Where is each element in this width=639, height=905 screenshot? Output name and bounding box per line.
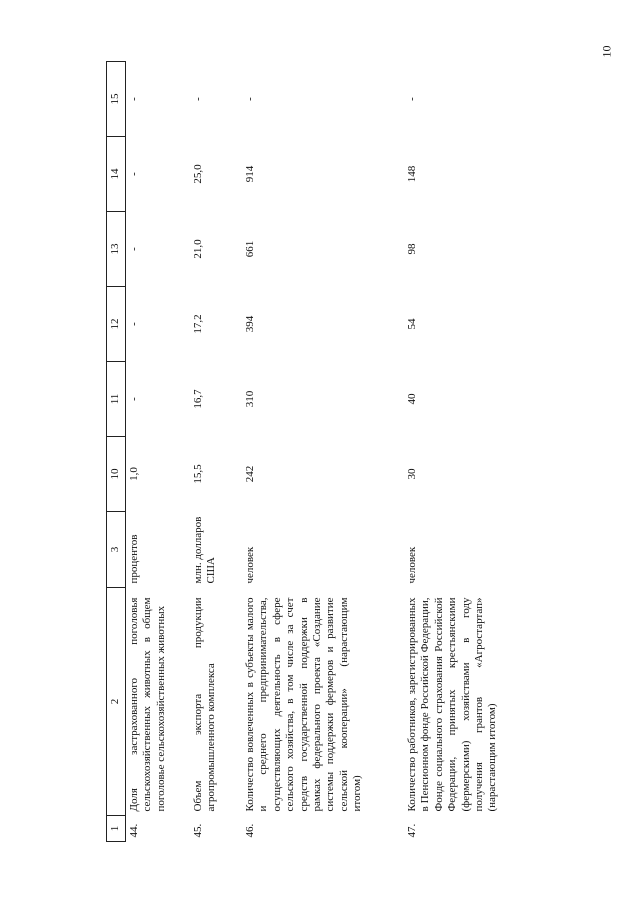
header-col-2: 2 — [107, 588, 126, 816]
header-col-3: 3 — [107, 512, 126, 588]
row-number: 45. — [192, 823, 204, 838]
value-col-12: 17,2 — [192, 314, 204, 334]
header-col-1: 1 — [107, 816, 126, 842]
indicator-name: Объем экспорта продукции агропромышленного комплекса — [192, 597, 218, 812]
value-col-10: 15,5 — [192, 464, 204, 484]
value-col-13: - — [128, 247, 140, 251]
value-col-10: 30 — [406, 468, 418, 480]
value-col-10: 242 — [244, 465, 256, 483]
header-col-10: 10 — [107, 437, 126, 512]
table-row — [190, 62, 242, 842]
table-row — [242, 62, 404, 842]
value-col-10: 1,0 — [128, 467, 140, 481]
value-col-11: 310 — [244, 390, 256, 408]
value-col-14: 914 — [244, 165, 256, 183]
unit: человек — [244, 546, 256, 584]
value-col-11: 16,7 — [192, 389, 204, 409]
page-number: 10 — [599, 45, 614, 58]
value-col-14: 148 — [406, 165, 418, 183]
value-col-14: 25,0 — [192, 164, 204, 184]
value-col-15: - — [244, 97, 256, 101]
value-col-12: 54 — [406, 318, 418, 330]
header-col-15: 15 — [107, 62, 126, 137]
value-col-14: - — [128, 172, 140, 176]
value-col-15: - — [406, 97, 418, 101]
indicator-name: Количество вовлеченных в субъекты малого и среднего предпринимательства, осуществляющих деятельность в сфере сельского хозяйства, в том числе за счет средств государственной поддержки в рамках федерального проекта «Создание системы поддержки фермеров и развитие сельской кооперации» (нарастающим итогом) — [244, 597, 364, 812]
row-number: 44. — [128, 823, 140, 838]
header-col-14: 14 — [107, 137, 126, 212]
table-row — [126, 62, 191, 842]
indicator-name: Количество работников, зарегистрированных в Пенсионном фонде Российской Федерации, Фонде социального страхования Российской Федерации, принятых крестьянскими (фермерскими) хозяйствами в году получения грантов «Агростартап» (нарастающим итогом) — [406, 597, 499, 812]
header-col-13: 13 — [107, 212, 126, 287]
value-col-11: - — [128, 397, 140, 401]
unit: процентов — [128, 534, 140, 584]
value-col-15: - — [192, 97, 204, 101]
value-col-13: 98 — [406, 243, 418, 255]
unit: человек — [406, 546, 418, 584]
header-col-12: 12 — [107, 287, 126, 362]
unit: млн. долларов США — [192, 516, 218, 584]
row-number: 46. — [244, 823, 256, 838]
row-number: 47. — [406, 823, 418, 838]
value-col-15: - — [128, 97, 140, 101]
value-col-12: - — [128, 322, 140, 326]
rotated-table-wrapper — [106, 62, 631, 842]
value-col-13: 21,0 — [192, 239, 204, 259]
indicator-name: Доля застрахованного поголовья сельскохозяйственных животных в общем поголовье сельскохозяйственных животных — [128, 597, 167, 812]
table-row — [404, 62, 556, 842]
value-col-13: 661 — [244, 240, 256, 258]
table-header-row — [107, 62, 126, 842]
value-col-11: 40 — [406, 393, 418, 405]
indicators-table — [106, 61, 556, 842]
header-col-11: 11 — [107, 362, 126, 437]
value-col-12: 394 — [244, 315, 256, 333]
